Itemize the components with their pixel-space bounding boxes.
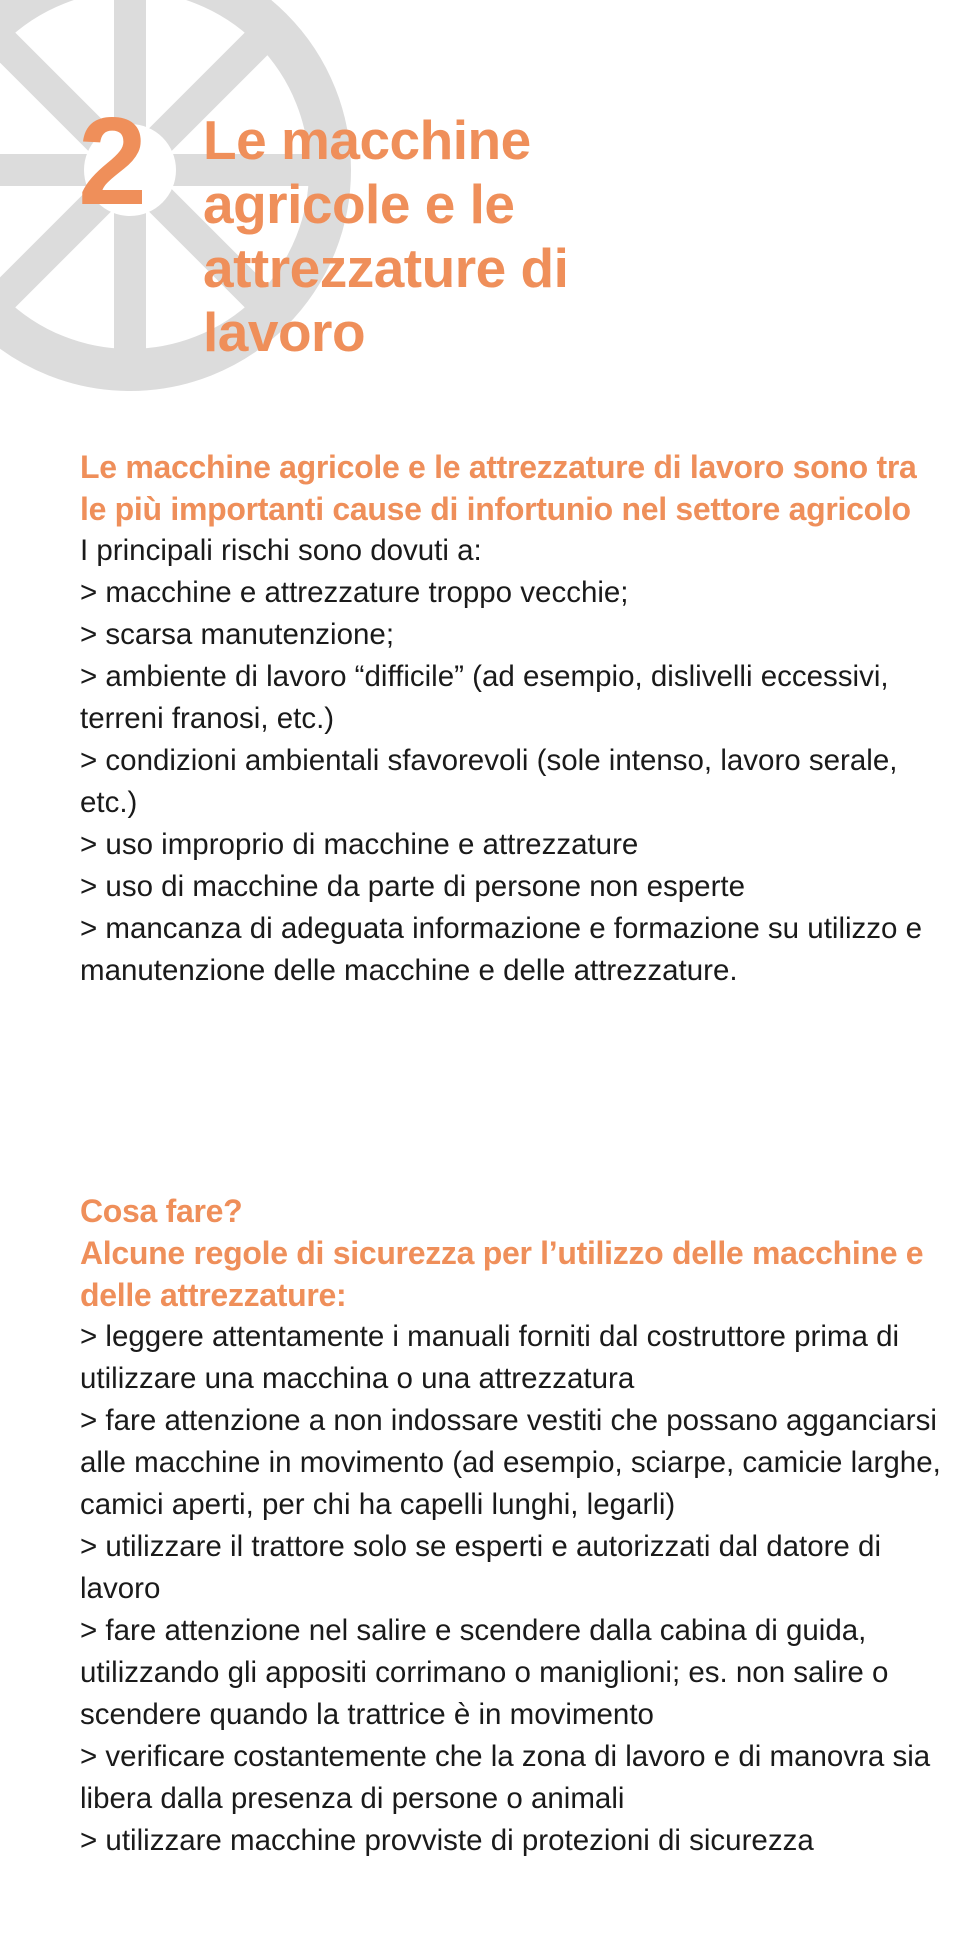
chapter-number: 2 [78,93,141,231]
safety-rule-item: > utilizzare il trattore solo se esperti e autorizzati dal datore di lavoro [80,1530,881,1605]
risk-item: > macchine e attrezzature troppo vecchie; [80,576,629,609]
risk-item: > ambiente di lavoro “difficile” (ad esempio, dislivelli eccessivi, terreni franosi, etc.) [80,660,889,735]
risk-item: > condizioni ambientali sfavorevoli (sole intenso, lavoro serale, etc.) [80,744,898,819]
risk-item: > uso improprio di macchine e attrezzature [80,828,639,861]
safety-rule-item: > fare attenzione a non indossare vestiti che possano agganciarsi alle macchine in movimento (ad esempio, sciarpe, camicie larghe, camici aperti, per chi ha capelli lunghi, legarli) [80,1404,941,1521]
safety-rule-item: > fare attenzione nel salire e scendere dalla cabina di guida, utilizzando gli appositi corrimano o maniglioni; es. non salire o scendere quando la trattrice è in movimento [80,1614,889,1731]
risk-item: > uso di macchine da parte di persone non esperte [80,870,746,903]
chapter-title: Le macchine agricole e le attrezzature di lavoro [203,109,569,363]
safety-question: Cosa fare? [80,1193,243,1229]
safety-rule-item: > utilizzare macchine provviste di protezioni di sicurezza [80,1824,814,1857]
safety-rules-section [80,1190,950,1862]
risk-item: > scarsa manutenzione; [80,618,395,651]
safety-rule-item: > verificare costantemente che la zona di lavoro e di manovra sia libera dalla presenza di persone o animali [80,1740,931,1815]
risks-intro: I principali rischi sono dovuti a: [80,534,482,567]
safety-rule-item: > leggere attentamente i manuali forniti dal costruttore prima di utilizzare una macchina o una attrezzatura [80,1320,900,1395]
risks-lead: Le macchine agricole e le attrezzature di lavoro sono tra le più importanti cause di infortunio nel settore agricolo [80,449,917,527]
safety-lead: Alcune regole di sicurezza per l’utilizzo delle macchine e delle attrezzature: [80,1235,924,1313]
risk-item: > mancanza di adeguata informazione e formazione su utilizzo e manutenzione delle macchine e delle attrezzature. [80,912,923,987]
risks-section [80,446,950,992]
